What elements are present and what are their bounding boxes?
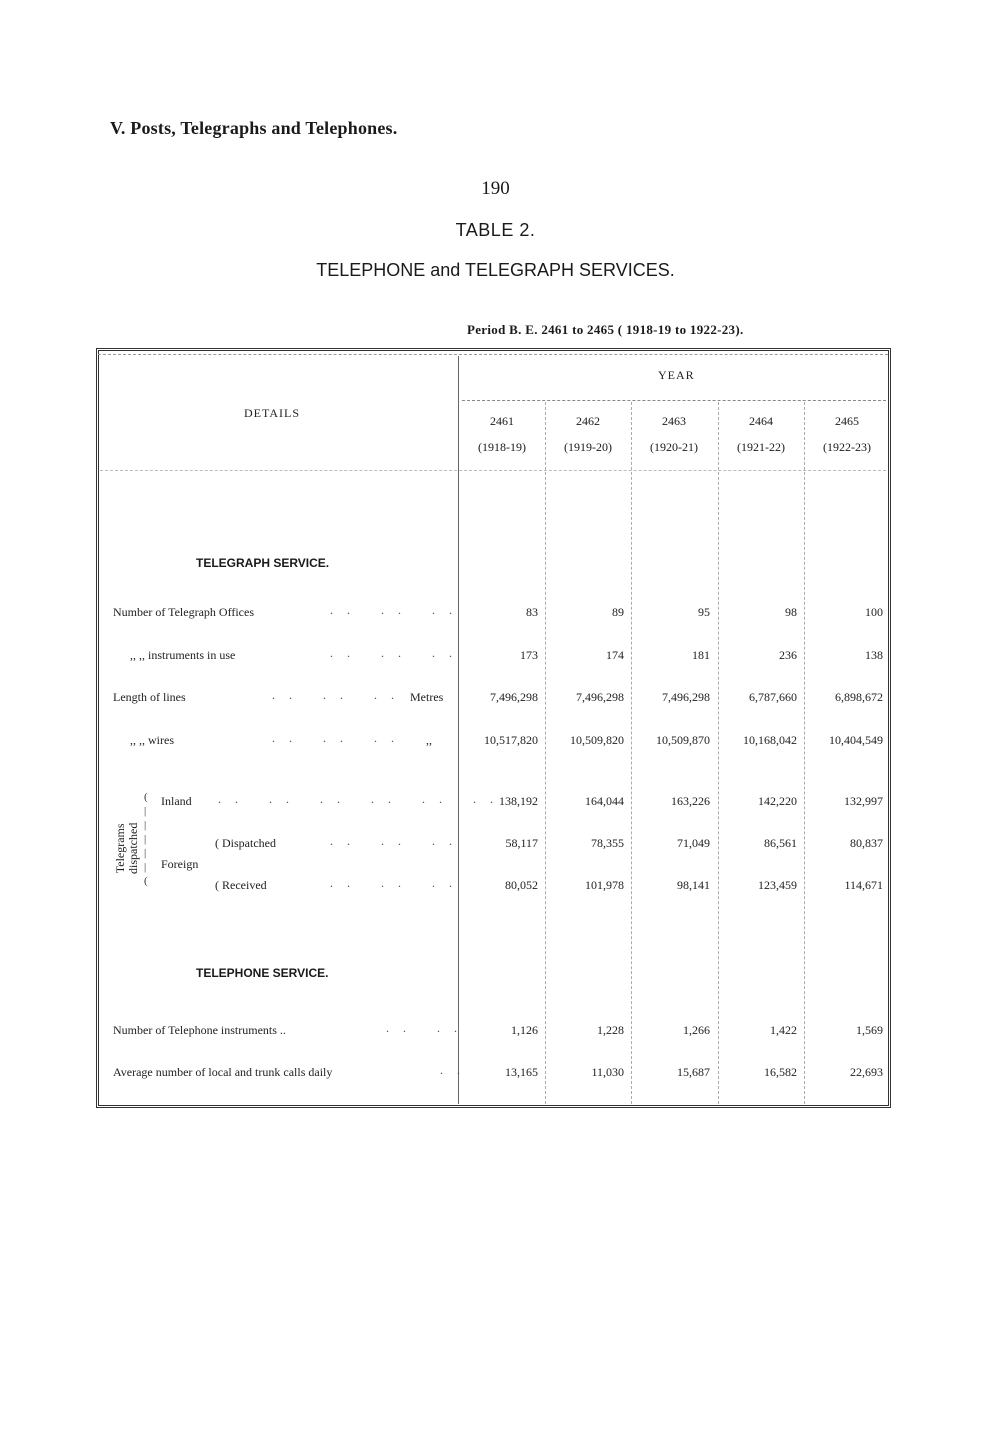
row-unit: ,, bbox=[426, 733, 432, 747]
leader-dots: .. .. .. bbox=[330, 646, 466, 660]
leader-dots: .. .. .. bbox=[330, 834, 466, 848]
table-cell: 83 bbox=[526, 605, 538, 619]
table-cell: 100 bbox=[865, 605, 883, 619]
table-cell: 101,978 bbox=[585, 878, 624, 892]
telegraph-section-title: TELEGRAPH SERVICE. bbox=[196, 556, 330, 570]
dispatched-label: dispatched bbox=[126, 822, 140, 874]
details-column-separator bbox=[458, 356, 459, 1104]
table-number: TABLE 2. bbox=[455, 220, 536, 240]
row-label: Number of Telephone instruments .. bbox=[113, 1023, 286, 1037]
section-title: V. Posts, Telegraphs and Telephones. bbox=[110, 118, 398, 138]
table-cell: 98,141 bbox=[677, 878, 710, 892]
leader-dots: .. .. .. bbox=[330, 876, 466, 890]
table-cell: 164,044 bbox=[585, 794, 624, 808]
table-cell: 6,787,660 bbox=[749, 690, 797, 704]
year-ce: (1921-22) bbox=[737, 440, 785, 454]
table-cell: 22,693 bbox=[850, 1065, 883, 1079]
table-cell: 142,220 bbox=[758, 794, 797, 808]
table-cell: 132,997 bbox=[844, 794, 883, 808]
table-cell: 1,266 bbox=[683, 1023, 710, 1037]
row-label: Inland bbox=[161, 794, 192, 808]
table-top-rule bbox=[98, 354, 888, 355]
year-ce: (1920-21) bbox=[650, 440, 698, 454]
table-cell: 95 bbox=[698, 605, 710, 619]
page-number: 190 bbox=[481, 178, 510, 199]
table-cell: 80,052 bbox=[505, 878, 538, 892]
year-be: 2461 bbox=[490, 414, 514, 428]
leader-dots: .. .. .. bbox=[330, 603, 466, 617]
row-label: ,, ,, instruments in use bbox=[130, 648, 236, 662]
column-separator bbox=[631, 402, 632, 1104]
table-cell: 6,898,672 bbox=[835, 690, 883, 704]
telephone-section-title: TELEPHONE SERVICE. bbox=[196, 966, 329, 980]
table-cell: 181 bbox=[692, 648, 710, 662]
table-cell: 58,117 bbox=[505, 836, 538, 850]
leader-dots: .. .. .. .. .. .. bbox=[218, 792, 507, 806]
table-cell: 123,459 bbox=[758, 878, 797, 892]
table-cell: 10,168,042 bbox=[743, 733, 797, 747]
header-bottom-rule bbox=[100, 470, 886, 471]
group-brace: ( | | | | | ( bbox=[144, 791, 148, 887]
table-cell: 1,228 bbox=[597, 1023, 624, 1037]
table-cell: 13,165 bbox=[505, 1065, 538, 1079]
leader-dots: .. .. bbox=[386, 1021, 471, 1035]
table-frame bbox=[96, 348, 891, 1108]
table-cell: 173 bbox=[520, 648, 538, 662]
table-cell: 7,496,298 bbox=[490, 690, 538, 704]
table-cell: 80,837 bbox=[850, 836, 883, 850]
year-be: 2462 bbox=[576, 414, 600, 428]
leader-dots: .. .. .. bbox=[272, 731, 408, 745]
period-caption: Period B. E. 2461 to 2465 ( 1918-19 to 1922-23). bbox=[467, 322, 744, 337]
table-cell: 78,355 bbox=[591, 836, 624, 850]
table-cell: 1,569 bbox=[856, 1023, 883, 1037]
table-cell: 138 bbox=[865, 648, 883, 662]
table-cell: 1,126 bbox=[511, 1023, 538, 1037]
column-separator bbox=[718, 402, 719, 1104]
table-cell: 10,509,820 bbox=[570, 733, 624, 747]
year-be: 2463 bbox=[662, 414, 686, 428]
table-cell: 7,496,298 bbox=[576, 690, 624, 704]
table-cell: 71,049 bbox=[677, 836, 710, 850]
row-unit: Metres bbox=[410, 690, 444, 704]
table-cell: 98 bbox=[785, 605, 797, 619]
table-cell: 10,517,820 bbox=[484, 733, 538, 747]
row-label: Length of lines bbox=[113, 690, 186, 704]
foreign-label: Foreign bbox=[161, 857, 199, 871]
year-ce: (1918-19) bbox=[478, 440, 526, 454]
row-label: ( Dispatched bbox=[215, 836, 276, 850]
table-title: TELEPHONE and TELEGRAPH SERVICES. bbox=[316, 260, 675, 280]
row-label: Number of Telegraph Offices bbox=[113, 605, 254, 619]
table-cell: 114,671 bbox=[844, 878, 883, 892]
table-cell: 89 bbox=[612, 605, 624, 619]
year-be: 2464 bbox=[749, 414, 773, 428]
column-separator bbox=[545, 402, 546, 1104]
year-header: YEAR bbox=[658, 368, 695, 382]
table-cell: 86,561 bbox=[764, 836, 797, 850]
table-cell: 236 bbox=[779, 648, 797, 662]
leader-dots: .. bbox=[440, 1063, 474, 1077]
table-cell: 10,509,870 bbox=[656, 733, 710, 747]
year-be: 2465 bbox=[835, 414, 859, 428]
year-header-rule bbox=[462, 400, 886, 401]
table-cell: 15,687 bbox=[677, 1065, 710, 1079]
table-cell: 11,030 bbox=[591, 1065, 624, 1079]
year-ce: (1919-20) bbox=[564, 440, 612, 454]
details-header: DETAILS bbox=[244, 406, 301, 420]
table-cell: 16,582 bbox=[764, 1065, 797, 1079]
column-separator bbox=[804, 402, 805, 1104]
telegrams-label: Telegrams bbox=[113, 823, 127, 874]
row-label: Average number of local and trunk calls daily bbox=[113, 1065, 333, 1079]
table-cell: 1,422 bbox=[770, 1023, 797, 1037]
leader-dots: .. .. .. bbox=[272, 688, 408, 702]
table-cell: 7,496,298 bbox=[662, 690, 710, 704]
row-label: ,, ,, wires bbox=[130, 733, 174, 747]
table-cell: 138,192 bbox=[499, 794, 538, 808]
row-label: ( Received bbox=[215, 878, 267, 892]
telegrams-dispatched-label bbox=[114, 823, 140, 874]
table-cell: 163,226 bbox=[671, 794, 710, 808]
table-cell: 174 bbox=[606, 648, 624, 662]
table-cell: 10,404,549 bbox=[829, 733, 883, 747]
year-ce: (1922-23) bbox=[823, 440, 871, 454]
